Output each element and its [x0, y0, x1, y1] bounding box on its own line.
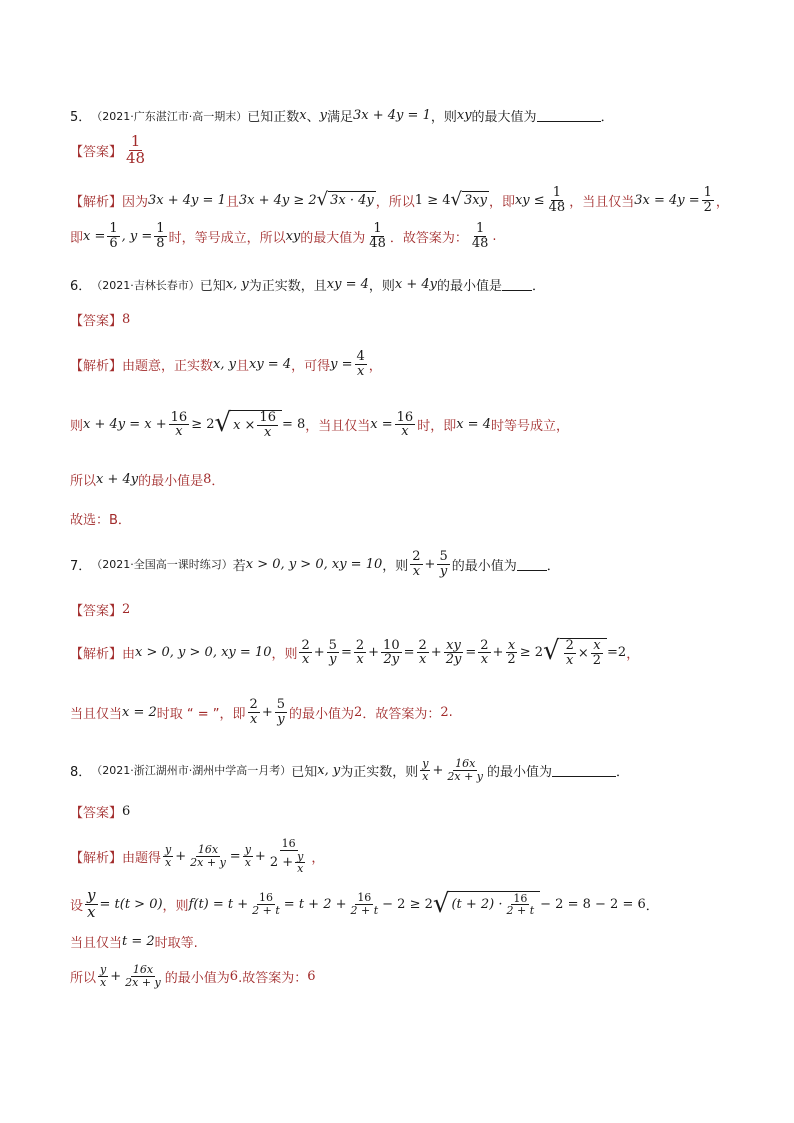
q6-analysis-line1: 【解析】 由题意，正实数 x, y 且 xy = 4 ，可得 y = $\frac{4}{x}$ ， — [70, 349, 382, 379]
q8-analysis-line2: 设 $\frac{y}{x}$ = t(t > 0) ，则 f(t) = t + $\frac{16}{2 + t}$ = t + 2 + $\frac{16}{2 + t}$ − 2 ≥ 2 √ (t + 2) · $\frac{16}{2 + t}$ − 2 = 8 − 2 = 6 ． — [70, 886, 659, 921]
answer-blank — [517, 558, 547, 571]
analysis-tag: 【解析】 — [70, 647, 123, 663]
q8-analysis-line3: 当且仅当 t = 2 时取等. — [70, 934, 198, 951]
q6-analysis-line3: 所以 x + 4y 的最小值是 8 ． — [70, 472, 225, 489]
q8-number: 8． — [70, 764, 92, 780]
sqrt: √ (t + 2) · $\frac{16}{2 + t}$ — [433, 891, 540, 917]
answer-tag: 【答案】 — [70, 604, 123, 619]
q5-source: （2021·广东湛江市·高一期末） — [91, 109, 248, 123]
answer-fraction: $\frac{1}{48}$ — [126, 132, 146, 167]
q7-analysis-line1: 【解析】 由 x > 0, y > 0, xy = 10 ，则 $\frac{2}{x}$ + $\frac{5}{y}$ = $\frac{2}{x}$ + $\frac{10}{2y}$ = $\frac{2}{x}$ + $\frac{xy}{2y}$ = $\frac{2}{x}$ + $\frac{x}{2}$ ≥ 2 √ $\frac{2}{x}$ × $\frac{x}{2}$ =2 ， — [70, 636, 640, 668]
analysis-tag: 【解析】 — [70, 850, 123, 866]
q7-source: （2021·全国高一课时练习） — [91, 558, 233, 572]
q8-analysis-line4: 所以 $\frac{y}{x}$ + $\frac{16x}{2x + y}$ 的最小值为 6 .故答案为： 6 — [70, 963, 316, 989]
q6-source: （2021·吉林长春市） — [91, 278, 200, 292]
q6-analysis-line4: 故选：B． — [70, 513, 131, 528]
analysis-tag: 【解析】 — [70, 194, 123, 210]
sqrt: √ $\frac{2}{x}$ × $\frac{x}{2}$ — [543, 638, 607, 667]
q6-number: 6． — [70, 279, 92, 294]
sqrt: √ 3x · 4y — [316, 189, 374, 211]
q5-question: 5． （2021·广东湛江市·高一期末） 已知正数 x 、 y 满足 3x + 4y = 1 ，则 xy 的最大值为 ． — [70, 108, 614, 125]
q7-question: 7． （2021·全国高一课时练习） 若 x > 0, y > 0, xy = 10 ，则 $\frac{2}{x}$ + $\frac{5}{y}$ 的最小值为 ． — [70, 549, 560, 579]
answer-blank — [502, 278, 532, 291]
q8-answer: 【答案】 6 — [70, 804, 131, 821]
q6-question: 6． （2021·吉林长春市） 已知 x, y 为正实数，且 xy = 4 ，则 x + 4y 的最小值是 ． — [70, 277, 546, 294]
q7-answer: 【答案】 2 — [70, 602, 131, 619]
sqrt: √ 3xy — [450, 189, 487, 211]
q5-answer — [70, 134, 149, 167]
q5-analysis-line1: 【解析】 因为 3x + 4y = 1 且 3x + 4y ≥ 2 √ 3x · 4y ，所以 1 ≥ 4 √ 3xy ，即 xy ≤ $\frac{1}{48}$ ，当且仅当 3x = 4y = $\frac{1}{2}$ ， — [70, 185, 729, 215]
q5-number: 5． — [70, 110, 92, 125]
q8-analysis-line1: 【解析】 由题得 $\frac{y}{x}$ + $\frac{16x}{2x + y}$ = $\frac{y}{x}$ + 16 2 + $\frac{y}{x}$ ， — [70, 837, 325, 876]
q7-analysis-line2: 当且仅当 x = 2 时取 “ = ”，即 $\frac{2}{x}$ + $\frac{5}{y}$ 的最小值为 2 ．故答案为： 2 . — [70, 697, 453, 727]
analysis-tag: 【解析】 — [70, 358, 123, 374]
answer-tag: 【答案】 — [70, 314, 123, 329]
answer-blank — [552, 764, 616, 777]
q8-source: （2021·浙江湖州市·湖州中学高一月考） — [91, 764, 292, 778]
q6-analysis-line2: 则 x + 4y = x + $\frac{16}{x}$ ≥ 2 √ x × $\frac{16}{x}$ = 8 ，当且仅当 x = $\frac{16}{x}$ 时，即 x = 4 时等号成立， — [70, 408, 569, 440]
sqrt: √ x × $\frac{16}{x}$ — [214, 410, 281, 439]
answer-tag: 【答案】 — [70, 144, 123, 160]
answer-blank — [537, 109, 601, 122]
q8-question: 8． （2021·浙江湖州市·湖州中学高一月考） 已知 x, y 为正实数，则 $\frac{y}{x}$ + $\frac{16x}{2x + y}$ 的最小值为 ． — [70, 757, 630, 783]
answer-tag: 【答案】 — [70, 806, 123, 821]
q6-answer: 【答案】 8 — [70, 312, 131, 329]
q7-number: 7． — [70, 558, 92, 574]
q5-analysis-line2: 即 x = $\frac{1}{6}$ , y = $\frac{1}{8}$ 时，等号成立，所以 xy 的最大值为 $\frac{1}{48}$ ．故答案为： $\frac{1}{48}$ . — [70, 221, 497, 251]
